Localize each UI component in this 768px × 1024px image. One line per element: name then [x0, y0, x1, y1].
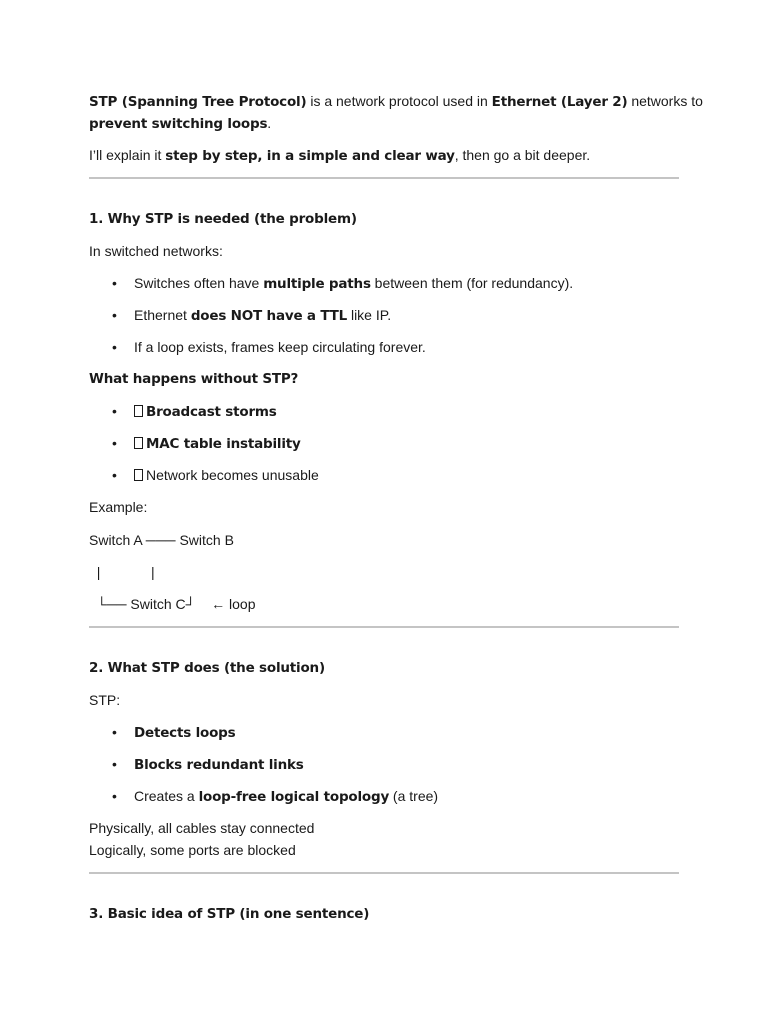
list-item-emphasis: Blocks redundant links	[134, 757, 304, 773]
intro-emphasis: step by step, in a simple and clear way	[165, 148, 455, 164]
list-item-text: Switches often have	[134, 275, 264, 291]
section-2-heading: 2. What STP does (the solution)	[89, 660, 325, 676]
list-item-text: Network becomes unusable	[146, 467, 319, 483]
bullet-icon: •	[112, 435, 117, 451]
section-divider	[89, 177, 679, 179]
list-item-text: Ethernet	[134, 307, 191, 323]
list-item	[112, 402, 277, 421]
topology-diagram-line-1: Switch A ─── Switch B	[89, 532, 234, 548]
bullet-icon: •	[112, 339, 117, 355]
list-item	[112, 755, 304, 774]
section-1-subheading: What happens without STP?	[89, 371, 299, 387]
list-item	[112, 274, 574, 293]
intro-paragraph-line-2	[89, 114, 271, 133]
list-item-emphasis: Detects loops	[134, 725, 236, 741]
missing-glyph-icon	[134, 405, 143, 417]
list-item-emphasis: Broadcast storms	[146, 404, 277, 420]
section-2-lead: STP:	[89, 692, 121, 708]
intro-term-stp: STP (Spanning Tree Protocol)	[89, 94, 307, 110]
list-item-emphasis: MAC table instability	[146, 436, 301, 452]
section-divider	[89, 872, 679, 874]
intro-term-prevent-loops: prevent switching loops	[89, 116, 268, 132]
bullet-icon: •	[112, 756, 117, 772]
missing-glyph-icon	[134, 437, 143, 449]
section-divider	[89, 626, 679, 628]
section-2-note-physical: Physically, all cables stay connected	[89, 820, 315, 836]
section-1-heading: 1. Why STP is needed (the problem)	[89, 211, 357, 227]
list-item	[112, 723, 236, 742]
section-1-lead: In switched networks:	[89, 243, 223, 259]
intro-text: networks to	[627, 93, 703, 109]
missing-glyph-icon	[134, 469, 143, 481]
intro-paragraph-2	[89, 146, 590, 165]
intro-text: I’ll explain it	[89, 147, 166, 163]
list-item-emphasis: loop-free logical topology	[198, 789, 390, 805]
intro-paragraph-line-1	[89, 92, 703, 111]
list-item-text: between them (for redundancy).	[370, 275, 574, 291]
list-item-text: (a tree)	[389, 788, 439, 804]
bullet-icon: •	[112, 788, 117, 804]
list-item-text: like IP.	[347, 307, 392, 323]
topology-diagram-line-2: | |	[89, 564, 155, 580]
list-item	[112, 434, 301, 453]
bullet-icon: •	[112, 307, 117, 323]
intro-text: .	[267, 115, 272, 131]
topology-diagram-line-3: └── Switch C┘ ← loop	[89, 596, 256, 612]
bullet-icon: •	[112, 467, 117, 483]
intro-text: , then go a bit deeper.	[454, 147, 591, 163]
list-item-emphasis: multiple paths	[263, 276, 371, 292]
list-item-text: Creates a	[134, 788, 199, 804]
section-3-heading: 3. Basic idea of STP (in one sentence)	[89, 906, 370, 922]
list-item	[112, 466, 319, 484]
list-item	[112, 787, 439, 806]
section-2-note-logical: Logically, some ports are blocked	[89, 842, 296, 858]
intro-term-ethernet: Ethernet (Layer 2)	[491, 94, 628, 110]
list-item-emphasis: does NOT have a TTL	[190, 308, 348, 324]
list-item	[112, 306, 392, 325]
bullet-icon: •	[112, 403, 117, 419]
list-item-text: If a loop exists, frames keep circulating forever.	[134, 339, 426, 355]
list-item	[112, 338, 426, 356]
bullet-icon: •	[112, 724, 117, 740]
bullet-icon: •	[112, 275, 117, 291]
example-label: Example:	[89, 499, 148, 515]
intro-text: is a network protocol used in	[306, 93, 492, 109]
